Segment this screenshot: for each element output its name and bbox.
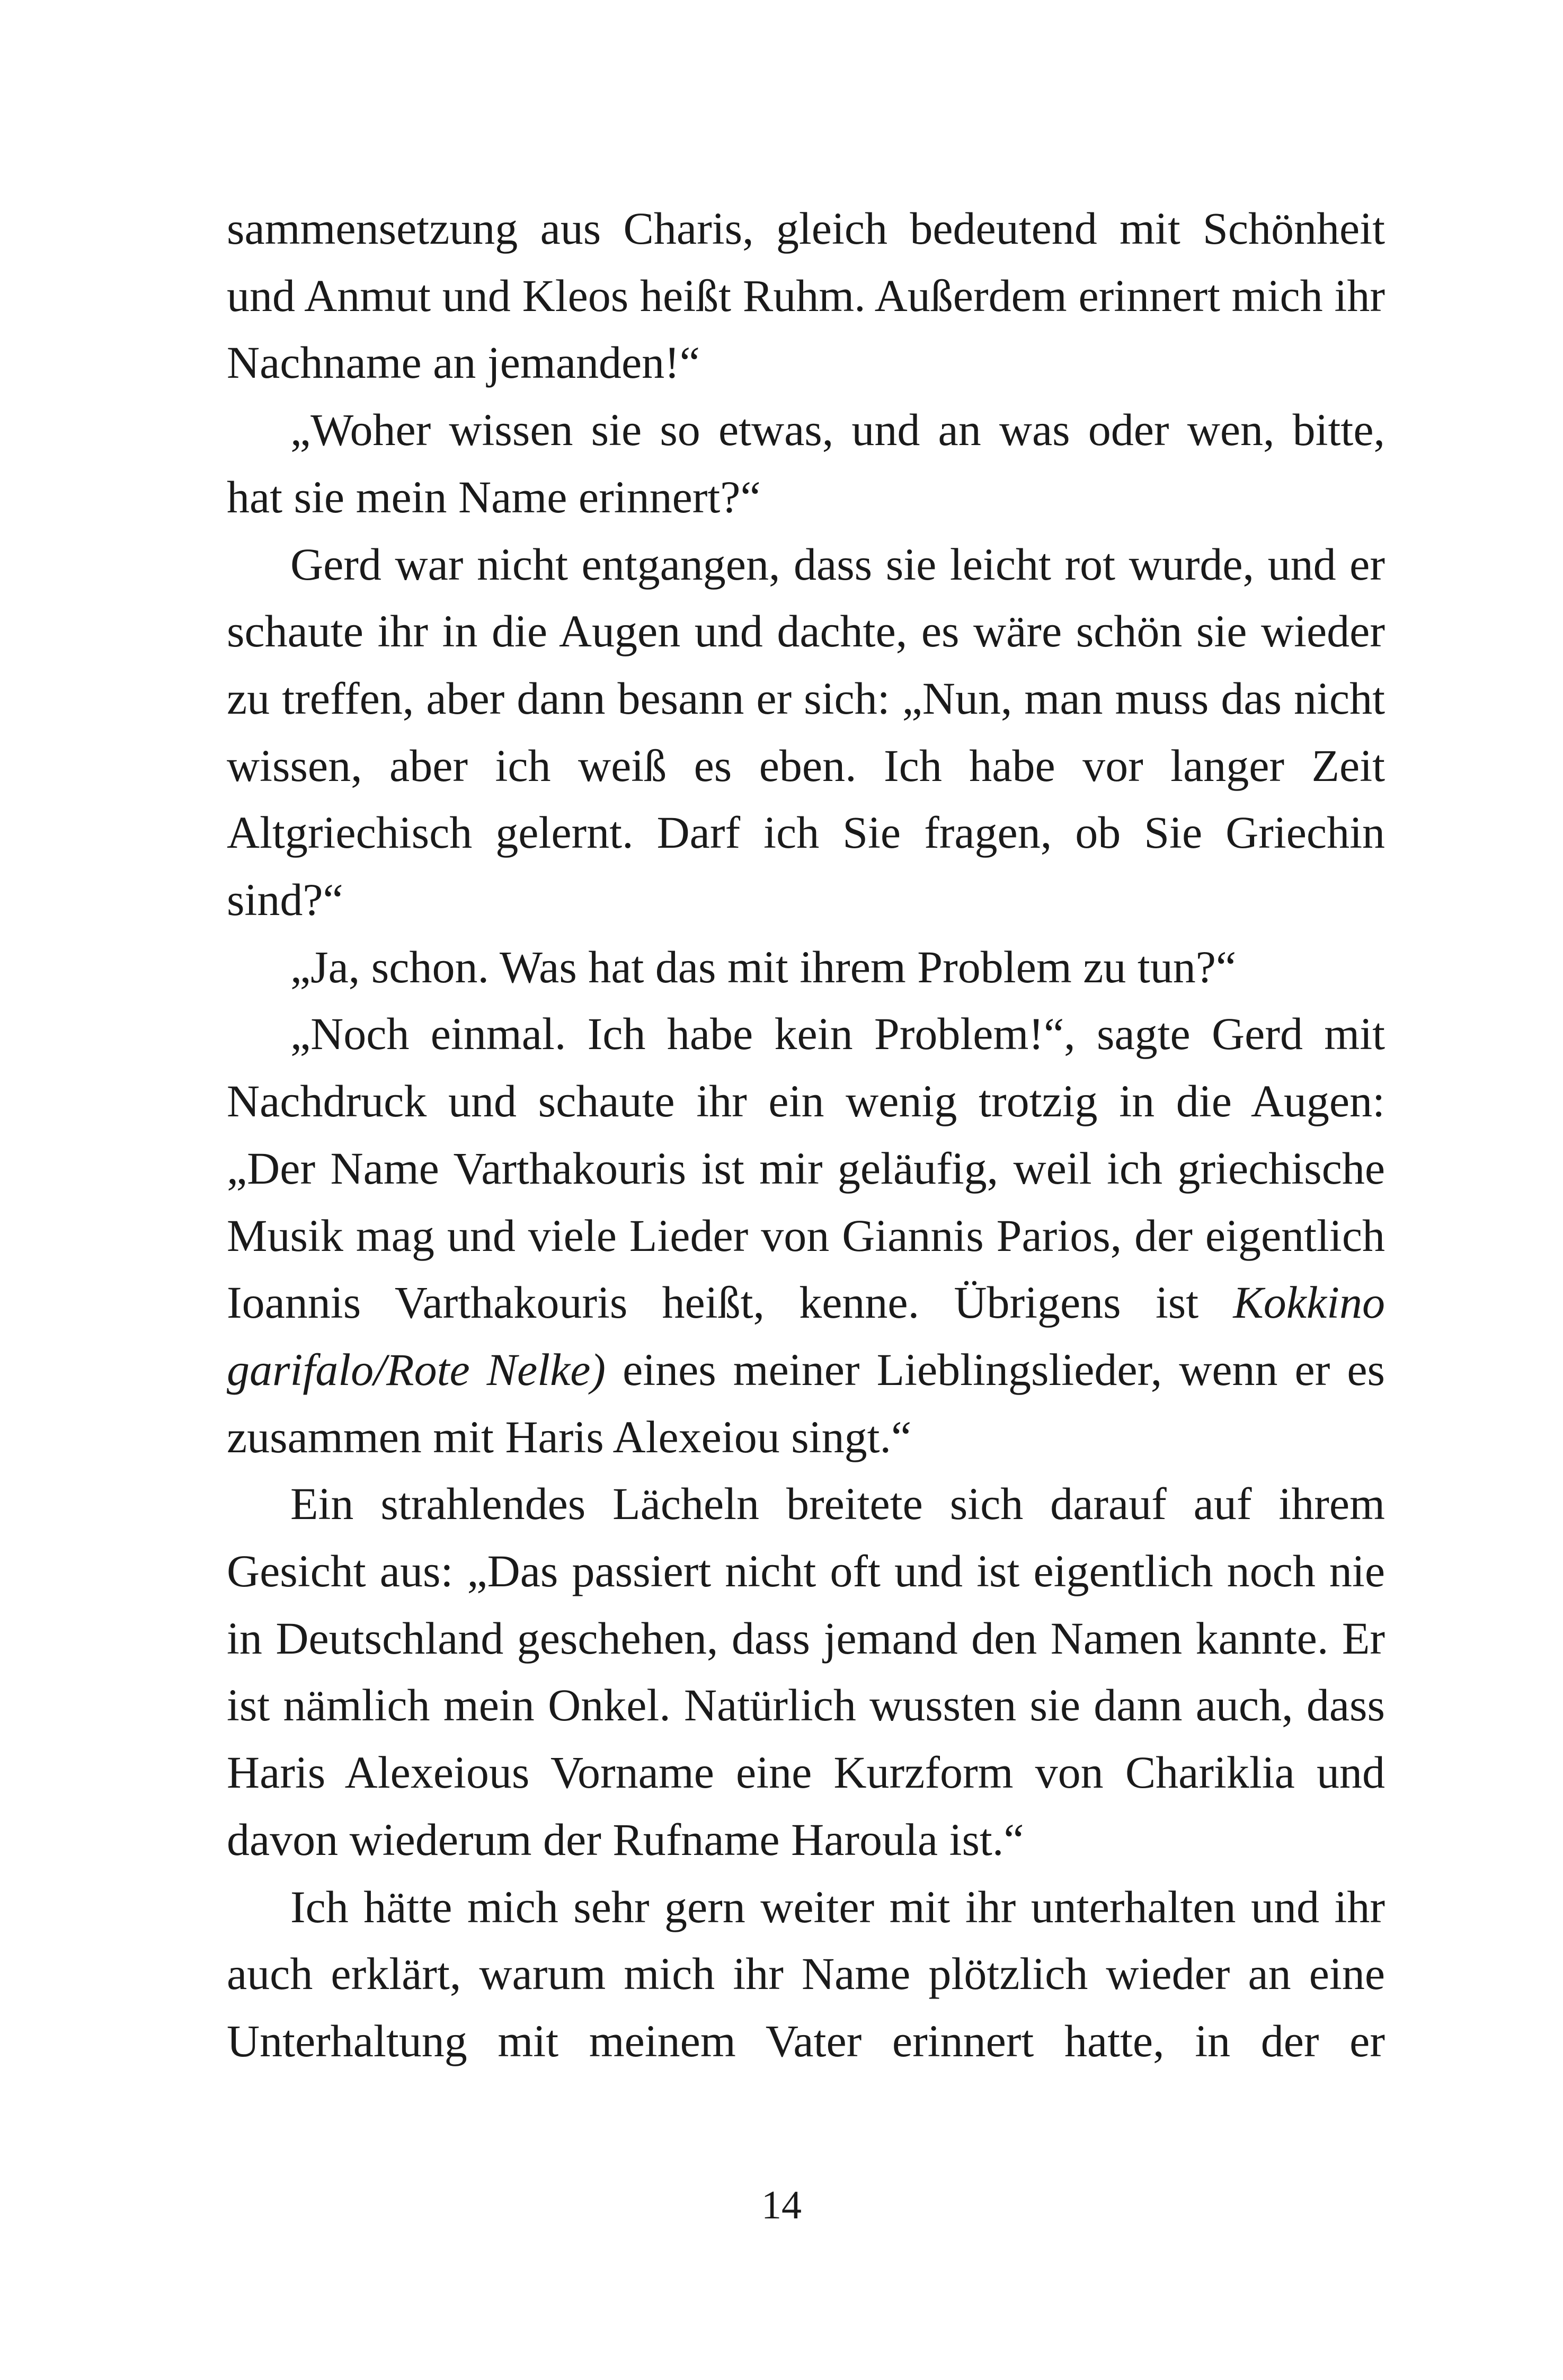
body-text: [227, 195, 1385, 2075]
song-title-italic: Kokkino garifalo/Rote Nelke): [227, 1277, 1385, 1395]
paragraph-6: [227, 1470, 1385, 1873]
paragraph-7: [227, 1873, 1385, 2075]
paragraph-text: „Woher wissen sie so etwas, und an was oder wen, bitte, hat sie mein Name erinnert?“: [227, 404, 1385, 522]
page-number: 14: [761, 2183, 802, 2227]
paragraph-5: [227, 1000, 1385, 1470]
paragraph-2: [227, 396, 1385, 530]
paragraph-text: Gerd war nicht entgangen, dass sie leicht rot wurde, und er schaute ihr in die Augen und dachte, es wäre schön sie wieder zu treffen, aber dann besann er sich: „Nun, man muss das nicht wissen, aber ich weiß es eben. Ich habe vor langer Zeit Altgriechisch gelernt. Darf ich Sie fragen, ob Sie Griechin sind?“: [227, 538, 1385, 926]
paragraph-4: [227, 934, 1385, 1001]
paragraph-text: „Ja, schon. Was hat das mit ihrem Problem zu tun?“: [290, 941, 1237, 992]
paragraph-text: sammensetzung aus Charis, gleich bedeutend mit Schönheit und Anmut und Kleos heißt Ruhm. Außerdem erinnert mich ihr Nachname an jemanden!“: [227, 203, 1385, 388]
paragraph-3: [227, 531, 1385, 934]
paragraph-text: Ich hätte mich sehr gern weiter mit ihr unterhalten und ihr auch erklärt, warum mich ihr Name plötzlich wieder an eine Unterhaltung mit meinem Vater erinnert hatte, in der er: [227, 1881, 1385, 2066]
paragraph-text: Ein strahlendes Lächeln breitete sich darauf auf ihrem Gesicht aus: „Das passiert nicht oft und ist eigentlich noch nie in Deutschland geschehen, dass jemand den Namen kannte. Er ist nämlich mein Onkel. Natürlich wussten sie dann auch, dass Haris Alexeious Vorname eine Kurzform von Chariklia und davon wiederum der Rufname Haroula ist.“: [227, 1478, 1385, 1865]
paragraph-text: eines meiner Lieblingslieder, wenn er es zusammen mit Haris Alexeiou singt.“: [227, 1344, 1386, 1462]
paragraph-text: „Noch einmal. Ich habe kein Problem!“, sagte Gerd mit Nachdruck und schaute ihr ein wenig trotzig in die Augen: „Der Name Varthakouris ist mir geläufig, weil ich griechische Musik mag und viele Lieder von Giannis Parios, der eigentlich Ioannis Varthakouris heißt, kenne. Übrigens ist: [227, 1008, 1385, 1328]
paragraph-1: [227, 195, 1385, 396]
